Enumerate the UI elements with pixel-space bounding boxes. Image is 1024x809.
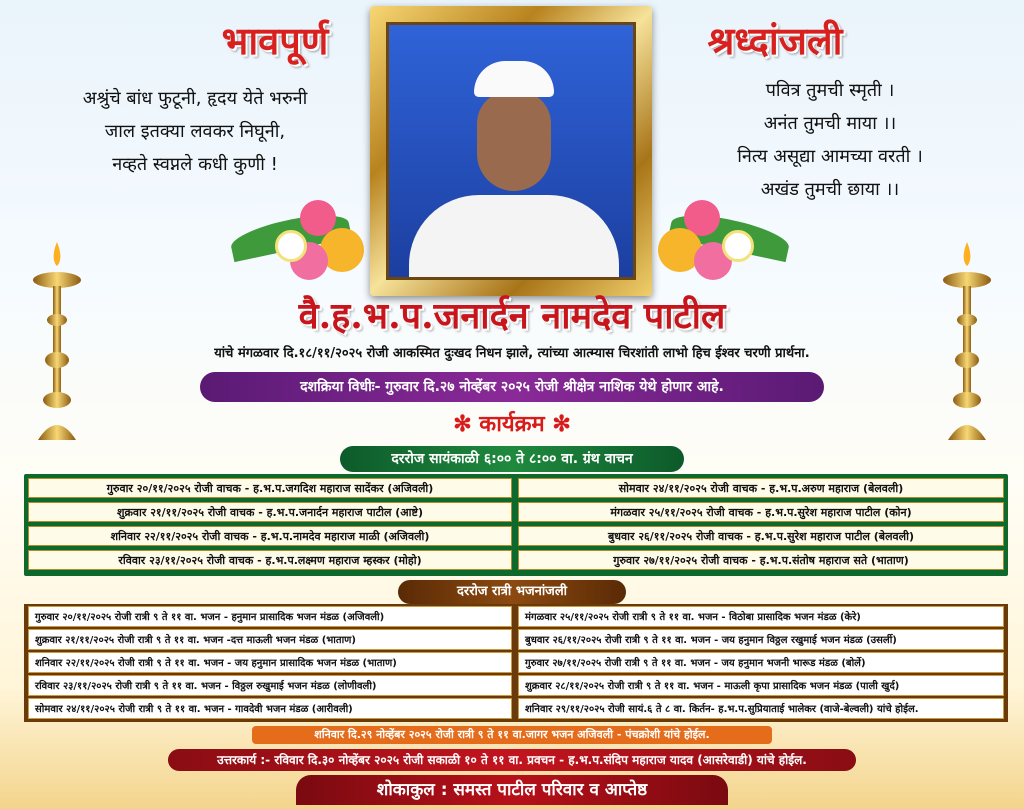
- table-cell: बुधवार २६/११/२०२५ रोजी रात्री ९ ते ११ वा. भजन - जय हनुमान विठ्ठल रखुमाई भजन मंडळ (उसर्ली): [518, 629, 1004, 650]
- table-cell: मंगळवार २५/११/२०२५ रोजी वाचक - ह.भ.प.सुरेश महाराज पाटील (कोन): [518, 502, 1004, 522]
- table-cell: गुरुवार २०/११/२०२५ रोजी वाचक - ह.भ.प.जगदिश महाराज सादेंकर (अजिवली): [28, 478, 512, 498]
- table-cell: शुक्रवार २८/११/२०२५ रोजी रात्री ९ ते ११ वा. भजन - माऊली कृपा प्रासादिक भजन मंडळ (पाली खुर्द): [518, 675, 1004, 696]
- portrait-frame: [370, 6, 652, 296]
- portrait-photo: [386, 22, 636, 280]
- reading-table: [24, 474, 1008, 576]
- title-shraddhanjali: श्रध्दांजली: [707, 18, 843, 63]
- table-cell: सोमवार २४/११/२०२५ रोजी रात्री ९ ते ११ वा. भजन - गावदेवी भजन मंडळ (आरीवली): [28, 698, 512, 719]
- uttarkarya-notice: उत्तरकार्य :- रविवार दि.३० नोव्हेंबर २०२५ रोजी सकाळी १० ते ११ वा. प्रवचन - ह.भ.प.संदिप महाराज यादव (आसरेवाडी) यांचे होईल.: [168, 749, 856, 771]
- poem-left: [30, 82, 360, 181]
- table-cell: शुक्रवार २१/११/२०२५ रोजी वाचक - ह.भ.प.जनार्दन महाराज पाटील (आष्टे): [28, 502, 512, 522]
- poem-line: अखंड तुमची छाया ।।: [760, 179, 900, 200]
- table-cell: रविवार २३/११/२०२५ रोजी वाचक - ह.भ.प.लक्ष्मण महाराज म्हस्कर (मोहो): [28, 550, 512, 570]
- shokakul-banner: शोकाकुल : समस्त पाटील परिवार व आप्तेष्ठ: [296, 775, 728, 805]
- poem-line: अनंत तुमची माया ।।: [763, 113, 897, 134]
- table-cell: मंगळवार २५/११/२०२५ रोजी रात्री ९ ते ११ वा. भजन - विठोबा प्रासादिक भजन मंडळ (केरे): [518, 606, 1004, 627]
- bhajan-heading: दररोज रात्री भजनांजली: [398, 580, 626, 604]
- deceased-name: वै.ह.भ.प.जनार्दन नामदेव पाटील: [298, 295, 726, 337]
- table-cell: गुरुवार २७/११/२०२५ रोजी रात्री ९ ते ११ वा. भजन - जय हनुमान भजनी भारूड मंडळ (बोर्ले): [518, 652, 1004, 673]
- poem-line: अश्रुंचे बांध फुटूनी, हृदय येते भरुनी: [82, 88, 308, 109]
- table-cell: शनिवार २२/११/२०२५ रोजी वाचक - ह.भ.प.नामदेव महाराज माळी (अजिवली): [28, 526, 512, 546]
- flower-bouquet-left: [220, 180, 370, 290]
- poem-line: पवित्र तुमची स्मृती ।: [765, 80, 895, 101]
- poem-line: जाल इतक्या लवकर निघूनी,: [104, 121, 286, 142]
- table-cell: बुधवार २६/११/२०२५ रोजी वाचक - ह.भ.प.सुरेश महाराज पाटील (बेलवली): [518, 526, 1004, 546]
- table-cell: शनिवार २२/११/२०२५ रोजी रात्री ९ ते ११ वा. भजन - जय हनुमान प्रासादिक भजन मंडळ (भाताण): [28, 652, 512, 673]
- flower-bouquet-right: [650, 180, 800, 290]
- reading-heading: दररोज सायंकाळी ६:०० ते ८:०० वा. ग्रंथ वाचन: [340, 446, 684, 472]
- table-cell: शनिवार २९/११/२०२५ रोजी सायं.६ ते ८ वा. किर्तन- ह.भ.प.सुप्रियाताई भालेकर (वाजे-बेल्वली) यांचे होईल.: [518, 698, 1004, 719]
- obituary-subtitle: यांचे मंगळवार दि.१८/११/२०२५ रोजी आकस्मित दुःखद निधन झाले, त्यांच्या आत्म्यास चिरशांती लाभो हिच ईश्वर चरणी प्रार्थना.: [214, 346, 810, 361]
- table-cell: गुरुवार २०/११/२०२५ रोजी रात्री ९ ते ११ वा. भजन - हनुमान प्रासादिक भजन मंडळ (अजिवली): [28, 606, 512, 627]
- table-cell: रविवार २३/११/२०२५ रोजी रात्री ९ ते ११ वा. भजन - विठ्ठल रुखुमाई भजन मंडळ (लोणीवली): [28, 675, 512, 696]
- table-cell: गुरुवार २७/११/२०२५ रोजी वाचक - ह.भ.प.संतोष महाराज सते (भाताण): [518, 550, 1004, 570]
- table-cell: शुक्रवार २१/११/२०२५ रोजी रात्री ९ ते ११ वा. भजन -दत्त माऊली भजन मंडळ (भाताण): [28, 629, 512, 650]
- program-title: ✻ कार्यक्रम ✻: [453, 411, 571, 437]
- title-bhavpurna: भावपूर्ण: [221, 18, 329, 63]
- poem-line: नित्य असूद्या आमच्या वरती ।: [737, 146, 923, 167]
- poem-line: नव्हते स्वप्नले कधी कुणी !: [112, 154, 278, 175]
- dashkriya-banner: दशक्रिया विधीः- गुरुवार दि.२७ नोव्हेंबर २०२५ रोजी श्रीक्षेत्र नाशिक येथे होणार आहे.: [200, 372, 824, 402]
- table-cell: सोमवार २४/११/२०२५ रोजी वाचक - ह.भ.प.अरुण महाराज (बेलवली): [518, 478, 1004, 498]
- bhajan-table: [24, 604, 1008, 722]
- jagar-notice: शनिवार दि.२९ नोव्हेंबर २०२५ रोजी रात्री ९ ते ११ वा.जागर भजन अजिवली - पंचक्रोशी यांचे होईल.: [252, 726, 772, 744]
